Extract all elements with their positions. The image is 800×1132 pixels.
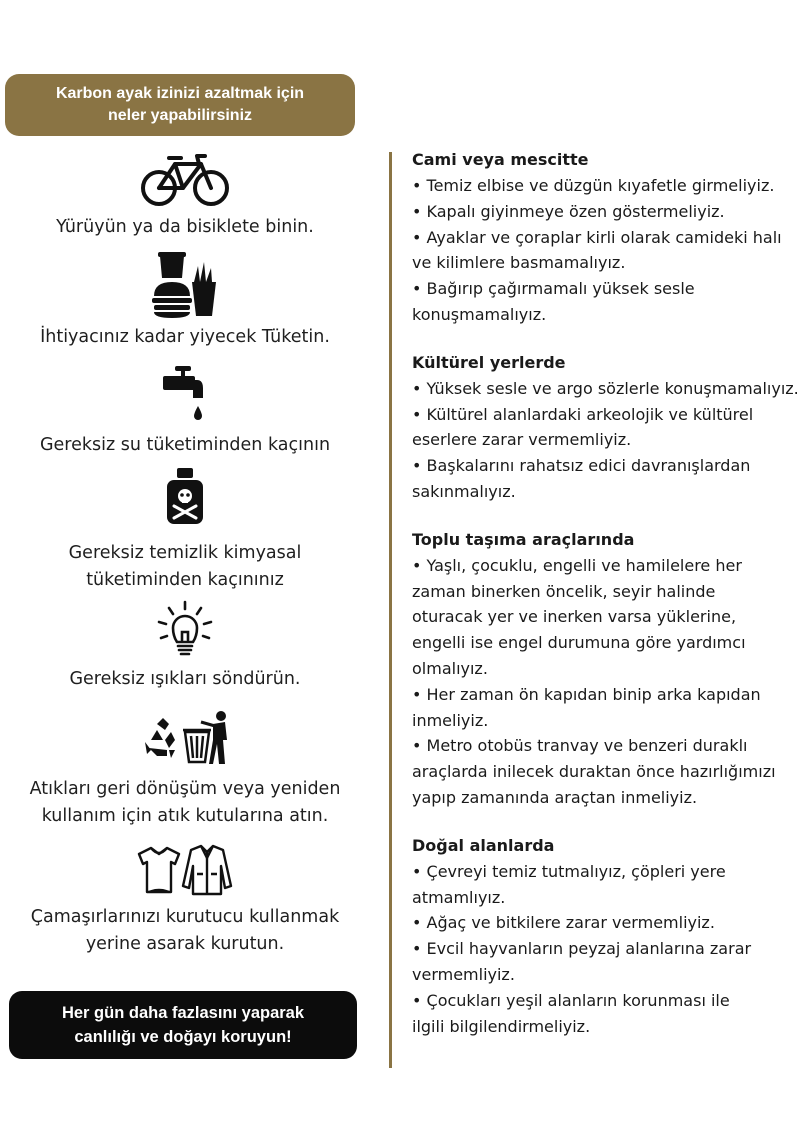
- section-line: inmeliyiz.: [412, 710, 489, 730]
- tip-chemical: [0, 468, 370, 594]
- section-line: eserlere zarar vermemliyiz.: [412, 430, 632, 450]
- bicycle-icon: [139, 150, 231, 208]
- section-nature: [412, 833, 797, 1040]
- section-line: atmamlıyız.: [412, 887, 506, 907]
- section-line: • Başkalarını rahatsız edici davranışlardan: [412, 456, 751, 476]
- tip-laundry: [0, 844, 370, 958]
- section-line: yapıp zamanında araçtan inmeliyiz.: [412, 787, 698, 807]
- section-cultural: [412, 350, 797, 505]
- section-public-transport: [412, 527, 797, 811]
- water-tap-icon: [161, 366, 209, 422]
- footer-callout: [9, 991, 357, 1059]
- tip-lights: [0, 600, 370, 693]
- tip-food: [0, 252, 370, 351]
- section-line: • Metro otobüs tranvay ve benzeri duraklı: [412, 736, 748, 756]
- section-line: zaman binerken öncelik, seyir halinde: [412, 581, 716, 601]
- tip-label: kullanım için atık kutularına atın.: [41, 806, 329, 826]
- tip-label: İhtiyacınız kadar yiyecek Tüketin.: [40, 327, 330, 347]
- section-line: • Ayaklar ve çoraplar kirli olarak camideki halı: [412, 227, 782, 247]
- etiquette-column: [412, 147, 797, 1061]
- header-banner: [5, 74, 355, 136]
- section-line: olmalıyız.: [412, 658, 488, 678]
- section-line: araçlarda inilecek duraktan önce hazırlığımızı: [412, 762, 776, 782]
- section-line: sakınmalıyız.: [412, 481, 516, 501]
- footer-line-1: Her gün daha fazlasını yaparak: [61, 1004, 305, 1022]
- section-mosque: [412, 147, 797, 328]
- section-line: • Kültürel alanlardaki arkeolojik ve kültürel: [412, 404, 754, 424]
- section-title: Doğal alanlarda: [412, 835, 555, 855]
- section-line: • Ağaç ve bitkilere zarar vermemliyiz.: [412, 913, 715, 933]
- section-line: • Evcil hayvanların peyzaj alanlarına zarar: [412, 939, 752, 959]
- tip-label: Gereksiz ışıkları söndürün.: [69, 669, 301, 689]
- section-line: ilgili bilgilendirmeliyiz.: [412, 1016, 591, 1036]
- tip-label: Çamaşırlarınızı kurutucu kullanmak: [30, 907, 340, 927]
- section-line: konuşmamalıyız.: [412, 304, 547, 324]
- header-title-line-1: Karbon ayak izinizi azaltmak için: [55, 85, 305, 102]
- section-line: • Yaşlı, çocuklu, engelli ve hamilelere her: [412, 555, 742, 575]
- tip-label: Gereksiz temizlik kimyasal: [68, 543, 302, 563]
- section-line: • Her zaman ön kapıdan binip arka kapıdan: [412, 684, 761, 704]
- section-line: vermemliyiz.: [412, 964, 515, 984]
- section-title: Kültürel yerlerde: [412, 352, 566, 372]
- tip-label: tüketiminden kaçınınız: [86, 570, 284, 590]
- section-line: ve kilimlere basmamalıyız.: [412, 253, 626, 273]
- section-line: • Çevreyi temiz tutmalıyız, çöpleri yere: [412, 861, 726, 881]
- section-title: Cami veya mescitte: [412, 150, 589, 169]
- poison-bottle-icon: [163, 468, 207, 526]
- header-title-line-2: neler yapabilirsiniz: [107, 107, 253, 124]
- footer-line-2: canlılığı ve doğayı koruyun!: [74, 1028, 292, 1046]
- section-title: Toplu taşıma araçlarında: [412, 529, 635, 549]
- tip-bicycle: [0, 150, 370, 241]
- fast-food-icon: [150, 252, 220, 320]
- section-line: oturacak yer ve inerken varsa yüklerine,: [412, 607, 737, 627]
- clothes-icon: [135, 844, 235, 896]
- tip-label: Gereksiz su tüketiminden kaçının: [39, 435, 331, 455]
- recycle-bin-icon: [139, 710, 231, 766]
- tip-water: [0, 366, 370, 459]
- light-bulb-icon: [155, 600, 215, 660]
- section-line: • Yüksek sesle ve argo sözlerle konuşmamalıyız.: [412, 378, 799, 398]
- section-line: engelli ise engel durumuna göre yardımcı: [412, 633, 746, 653]
- section-line: • Çocukları yeşil alanların korunması ile: [412, 990, 730, 1010]
- tip-label: Yürüyün ya da bisiklete binin.: [56, 217, 314, 237]
- section-line: • Temiz elbise ve düzgün kıyafetle girmeliyiz.: [412, 176, 775, 195]
- tip-recycle: [0, 710, 370, 830]
- tip-label: yerine asarak kurutun.: [85, 934, 285, 954]
- section-line: • Kapalı giyinmeye özen göstermeliyiz.: [412, 201, 725, 221]
- tip-label: Atıkları geri dönüşüm veya yeniden: [29, 779, 341, 799]
- column-divider: [389, 152, 392, 1068]
- section-line: • Bağırıp çağırmamalı yüksek sesle: [412, 279, 695, 299]
